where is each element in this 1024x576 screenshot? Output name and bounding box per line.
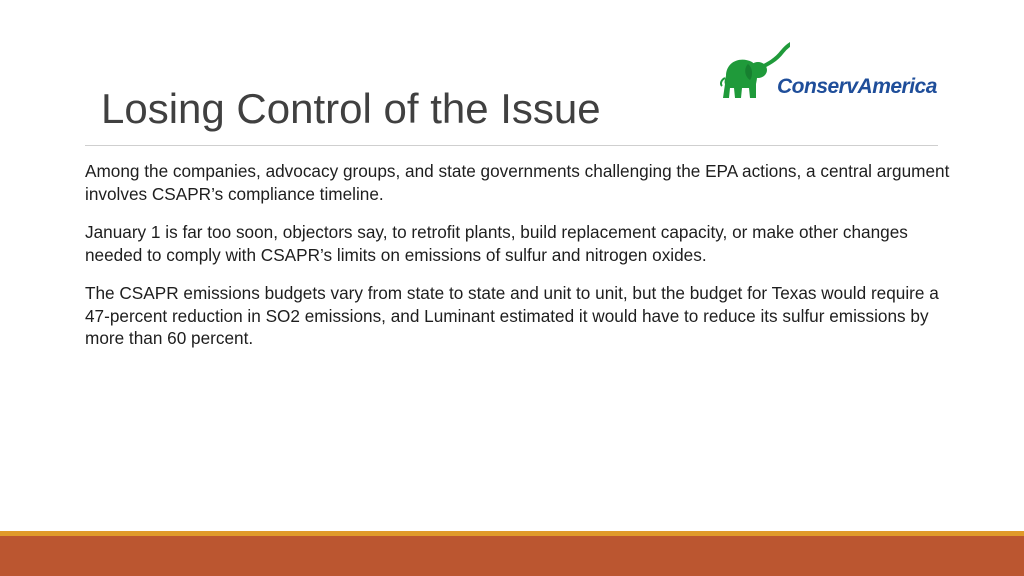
body-text [85, 160, 955, 366]
logo-text: ConservAmerica [777, 75, 937, 98]
title-divider [85, 145, 938, 146]
paragraph: January 1 is far too soon, objectors say, to retrofit plants, build replacement capacity, or make other changes needed to comply with CSAPR’s limits on emissions of sulfur and nitrogen oxides. [85, 222, 908, 265]
paragraph: The CSAPR emissions budgets vary from state to state and unit to unit, but the budget for Texas would require a 47-percent reduction in SO2 emissions, and Luminant estimated it would have to reduce its sulfur emissions by more than 60 percent. [85, 283, 939, 348]
paragraph: Among the companies, advocacy groups, and state governments challenging the EPA actions, a central argument involves CSAPR’s compliance timeline. [85, 161, 950, 204]
footer-bar [0, 536, 1024, 576]
conservamerica-logo [720, 38, 935, 104]
slide-title: Losing Control of the Issue [101, 85, 601, 132]
